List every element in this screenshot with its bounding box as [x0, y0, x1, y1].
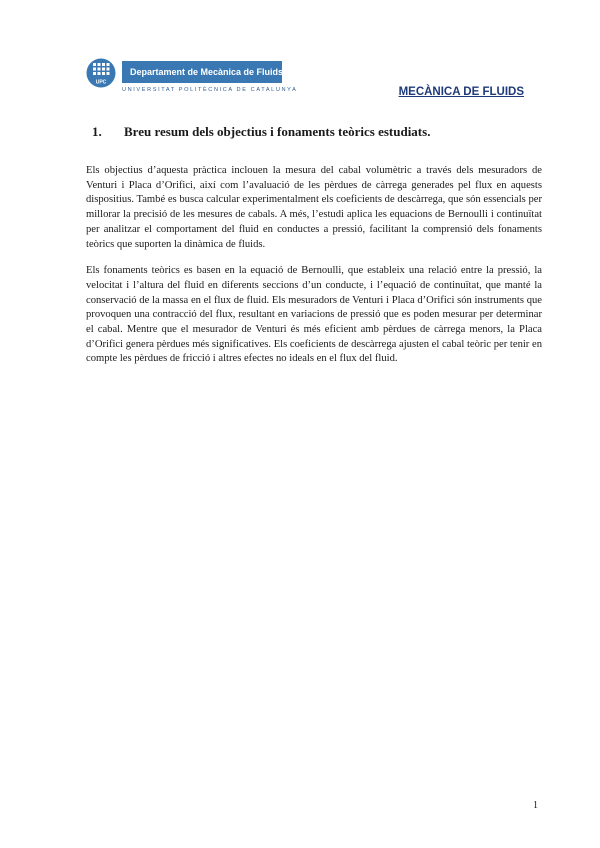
university-name: UNIVERSITAT POLITÈCNICA DE CATALUNYA	[122, 87, 298, 93]
upc-logo	[86, 58, 298, 98]
logo-abbr: UPC	[95, 79, 107, 86]
department-name: Departament de Mecànica de Fluids	[130, 67, 284, 77]
section-title: Breu resum dels objectius i fonaments teòrics estudiats.	[124, 124, 431, 139]
section-heading	[92, 124, 430, 140]
paragraph-fundamentals: Els fonaments teòrics es basen en la equació de Bernoulli, que estableix una relació entre la pressió, la velocitat i l’altura del fluid en diferents seccions d’un conducte, i l’equació de continuïtat, que manté la conservació de la massa en el flux de fluid. Els mesuradors de Venturi i Placa d’Orifici són instruments que provoquen una contracció del flux, resultant en variacions de pressió que es poden mesurar per determinar el cabal. Mentre que el mesurador de Venturi és més eficient amb pèrdues de càrrega menors, la Placa d’Orifici genera pèrdues més significatives. Els coeficients de descàrrega ajusten el cabal teòric per tenir en compte les pèrdues de fricció i altres efectes no ideals en el flux del fluid.	[86, 265, 542, 365]
course-title: MECÀNICA DE FLUIDS	[398, 86, 524, 98]
department-banner	[122, 61, 282, 83]
upc-seal-icon	[86, 58, 116, 88]
paragraph-objectives: Els objectius d’aquesta pràctica inclouen la mesura del cabal volumètric a través dels mesuradors de Venturi i Placa d’Orifici, així com l’avaluació de les pèrdues de càrrega generades pel flux en aquests dispositius. També es busca calcular experimentalment els coeficients de descàrrega, que són essencials per millorar la precisió de les mesures de cabals. A més, l’estudi aplica les equacions de Bernoulli i continuïtat per analitzar el comportament del fluid en conductes a pressió, facilitant la comprensió dels fonaments teòrics que suporten la dinàmica de fluids.	[86, 165, 542, 250]
section-number: 1.	[92, 124, 102, 139]
page-number: 1	[533, 800, 538, 811]
body-text	[86, 164, 542, 379]
